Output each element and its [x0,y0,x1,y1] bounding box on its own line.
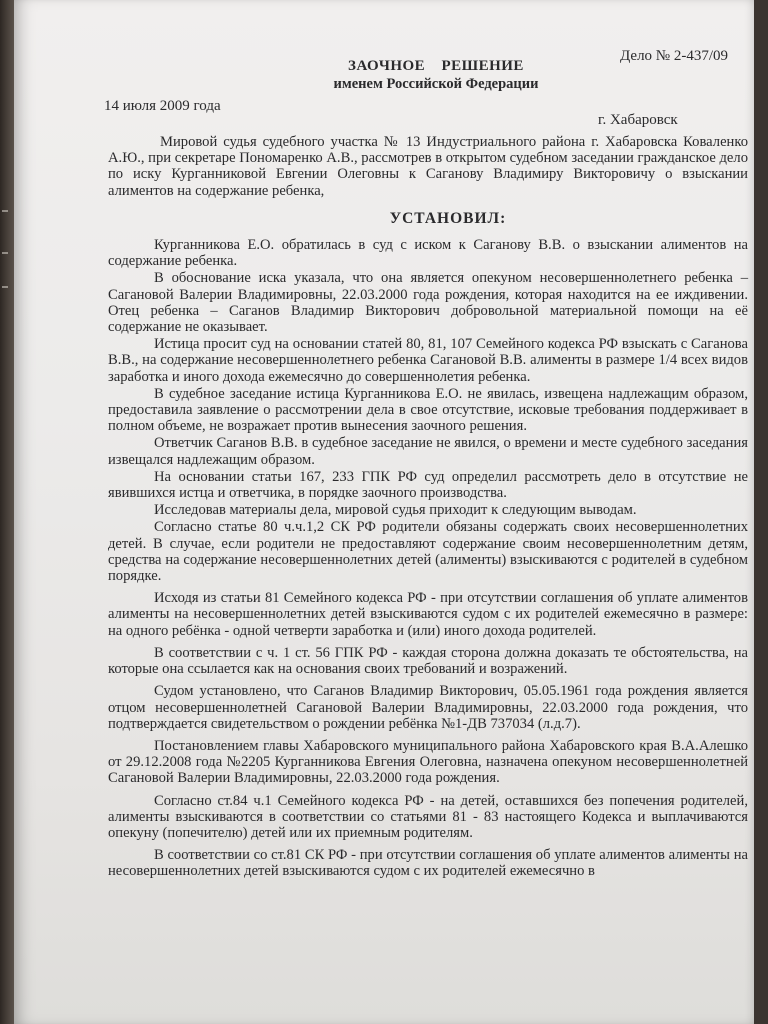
edge-mark [2,252,8,254]
paragraph: В судебное заседание истица Курганникова Е.О. не явилась, извещена надлежащим образом, предоставила заявление о рассмотрении дела в свое отсутствие, исковые требования поддерживает в полном объеме, не возражает против вынесения заочного решения. [108,385,748,435]
paragraph: Курганникова Е.О. обратилась в суд с иском к Саганову В.В. о взыскании алиментов на содержание ребенка. [108,237,748,270]
paragraph: В соответствии со ст.81 СК РФ - при отсутствии соглашения об уплате алиментов алименты на несовершеннолетних детей взыскиваются судом с их родителей ежемесячно в [108,847,748,880]
paragraph: В соответствии с ч. 1 ст. 56 ГПК РФ - каждая сторона должна доказать те обстоятельства, на которые она ссылается как на основания своих требований и возражений. [108,644,748,678]
paragraph: В обоснование иска указала, что она является опекуном несовершеннолетнего ребенка – Сагановой Валерии Владимировны, 22.03.2000 года рождения, которая находится на ее иждивении. Отец ребенка – Саганов Владимир Викторович добровольной материальной помощи на её содержание не оказывает. [108,270,748,336]
document-date: 14 июля 2009 года [104,98,221,114]
intro-paragraph: Мировой судья судебного участка № 13 Индустриального района г. Хабаровска Коваленко А.Ю., при секретаре Пономаренко А.В., рассмотрев в открытом судебном заседании гражданское дело по иску Курганниковой Евгении Олеговны к Саганову Владимиру Викторовичу о взыскании алиментов на содержание ребенка, [108,134,748,199]
document-body [108,134,748,881]
document-title: ЗАОЧНОЕ РЕШЕНИЕ [348,58,524,74]
paragraph: Постановлением главы Хабаровского муниципального района Хабаровского края В.А.Алешко от 29.12.2008 года №2205 Курганникова Евгения Олеговна, назначена опекуном несовершеннолетней Сагановой Валерии Владимировны, 22.03.2000 года рождения. [108,737,748,787]
paragraph: Согласно ст.84 ч.1 Семейного кодекса РФ - на детей, оставшихся без попечения родителей, алименты взыскиваются в соответствии со статьями 81 - 83 настоящего Кодекса и выплачиваются опекуну (попечителю) детей или их приемным родителям. [108,792,748,841]
edge-mark [2,210,8,212]
paragraph: На основании статьи 167, 233 ГПК РФ суд определил рассмотреть дело в отсутствие не явившихся истца и ответчика, в порядке заочного производства. [108,468,748,502]
section-heading: УСТАНОВИЛ: [389,209,507,227]
document-page [14,0,754,1024]
document-subtitle: именем Российской Федерации [333,76,539,92]
paragraph: Ответчик Саганов В.В. в судебное заседание не явился, о времени и месте судебного заседания извещался надлежащим образом. [108,435,748,468]
case-number: Дело № 2-437/09 [620,48,729,64]
edge-mark [2,286,8,288]
paragraph: Исследовав материалы дела, мировой судья приходит к следующим выводам. [154,502,637,519]
paragraph: Исходя из статьи 81 Семейного кодекса РФ - при отсутствии соглашения об уплате алиментов алименты на несовершеннолетних детей взыскиваются судом с их родителей ежемесячно в размере: на одного ребёнка - одной четверти заработка и (или) иного дохода родителей. [108,590,748,639]
paragraph: Судом установлено, что Саганов Владимир Викторович, 05.05.1961 года рождения является отцом несовершеннолетней Сагановой Валерии Владимировны, 22.03.2000 года рождения, что подтверждается свидетельством о рождении ребёнка №1-ДВ 737034 (л.д.7). [108,683,748,732]
paragraph: Истица просит суд на основании статей 80, 81, 107 Семейного кодекса РФ взыскать с Саганова В.В., на содержание несовершеннолетнего ребенка Сагановой В.В. алименты в размере 1/4 всех видов заработка и иного дохода ежемесячно до совершеннолетия ребенка. [108,336,748,385]
paragraph: Согласно статье 80 ч.ч.1,2 СК РФ родители обязаны содержать своих несовершеннолетних детей. В случае, если родители не предоставляют содержание своим несовершеннолетним детям, средства на содержание несовершеннолетних детей (алименты) взыскиваются с родителей в судебном порядке. [108,519,748,585]
left-edge-marks [2,0,14,1024]
document-city: г. Хабаровск [598,112,678,128]
